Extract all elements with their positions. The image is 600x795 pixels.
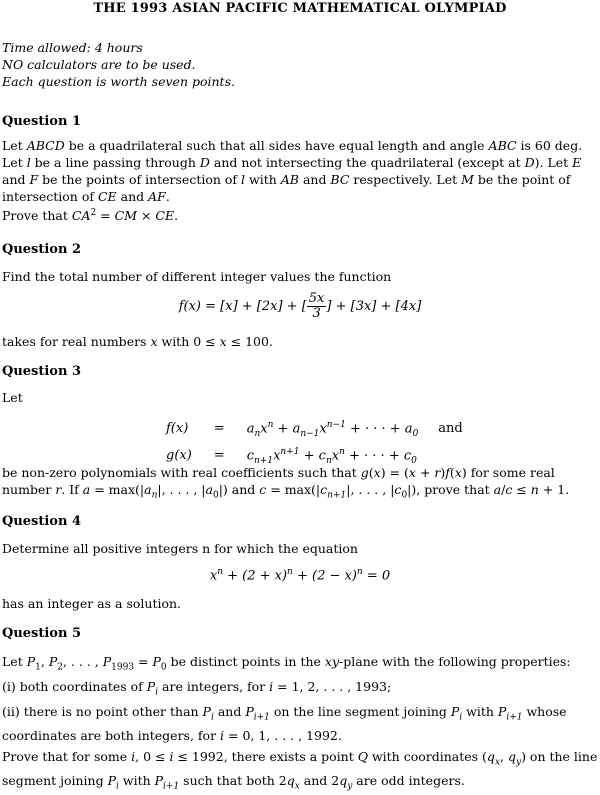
question-3-polynomials: f(x) = $a_nx^n + a_{n-1}x^{n-1}$ + · · · + $a_0$ and g(x) = $c_{n+1}x^{n+1} + c_nx^n$ + · · · + $c_0$ [160, 416, 469, 470]
question-5-property-2: (ii) there is no point other than $P_i$ and $P_{i+1}$ on the line segment joining $P_i$ with $P_{i+1}$ whose coordinates are both integers, for i = 0, 1, . . . , 1992. [2, 704, 567, 743]
question-2-lead: Find the total number of different integer values the function [2, 269, 392, 284]
question-5-conclusion: Prove that for some i, 0 ≤ i ≤ 1992, there exists a point Q with coordinates ($q_x$, $q_y$) on the line segment joining $P_i$ with $P_{i+1}$ such that both $2q_x$ and $2q_y$ are odd integers. [2, 749, 598, 791]
question-4-heading: Question 4 [2, 514, 82, 529]
question-2-heading: Question 2 [2, 242, 82, 257]
and-word: and [438, 421, 463, 437]
instruction-calculators: NO calculators are to be used. [2, 57, 196, 72]
question-3-heading: Question 3 [2, 364, 82, 379]
question-4-tail: has an integer as a solution. [2, 596, 182, 611]
question-4-equation: $x^n + (2 + x)^n + (2 - x)^n = 0$ [209, 567, 391, 584]
question-5-lead: Let $P_1$, $P_2$, . . . , $P_{1993} = P_0$ be distinct points in the xy-plane with the following properties: [2, 654, 571, 673]
question-3-lead: Let [2, 390, 23, 405]
question-2-formula: f(x) = [x] + [2x] + [ $\frac{5x}{3}$ ] + [3x] + [4x] [178, 291, 422, 321]
exam-instructions [2, 39, 235, 90]
question-1-heading: Question 1 [2, 114, 82, 129]
question-3-body: be non-zero polynomials with real coefficients such that g(x) = (x + r)f(x) for some real number r. If $a = \max(|a_n|$, . . . , $|a_0|$) and $c = \max(|c_{n+1}|$, . . . , $|c_0|$), prove that a/c ≤ n + 1. [2, 465, 570, 501]
question-1-body: Let ABCD be a quadrilateral such that all sides have equal length and angle ABC is 60 deg. Let l be a line passing through D and not intersecting the quadrilateral (except at D). Let E and F be the points of intersection of l with AB and BC respectively. Let M be the point of intersection of CE and AF. Prove that $CA^2$ = CM × CE. [2, 138, 583, 224]
question-5-property-1: (i) both coordinates of $P_i$ are integers, for i = 1, 2, . . . , 1993; [2, 679, 392, 698]
page-title: THE 1993 ASIAN PACIFIC MATHEMATICAL OLYMPIAD [93, 1, 507, 16]
question-4-lead: Determine all positive integers n for which the equation [2, 541, 358, 556]
question-2-tail: takes for real numbers x with 0 ≤ x ≤ 100. [2, 334, 273, 349]
instruction-time: Time allowed: 4 hours [2, 40, 143, 55]
instruction-points: Each question is worth seven points. [2, 74, 235, 89]
question-5-heading: Question 5 [2, 626, 82, 641]
